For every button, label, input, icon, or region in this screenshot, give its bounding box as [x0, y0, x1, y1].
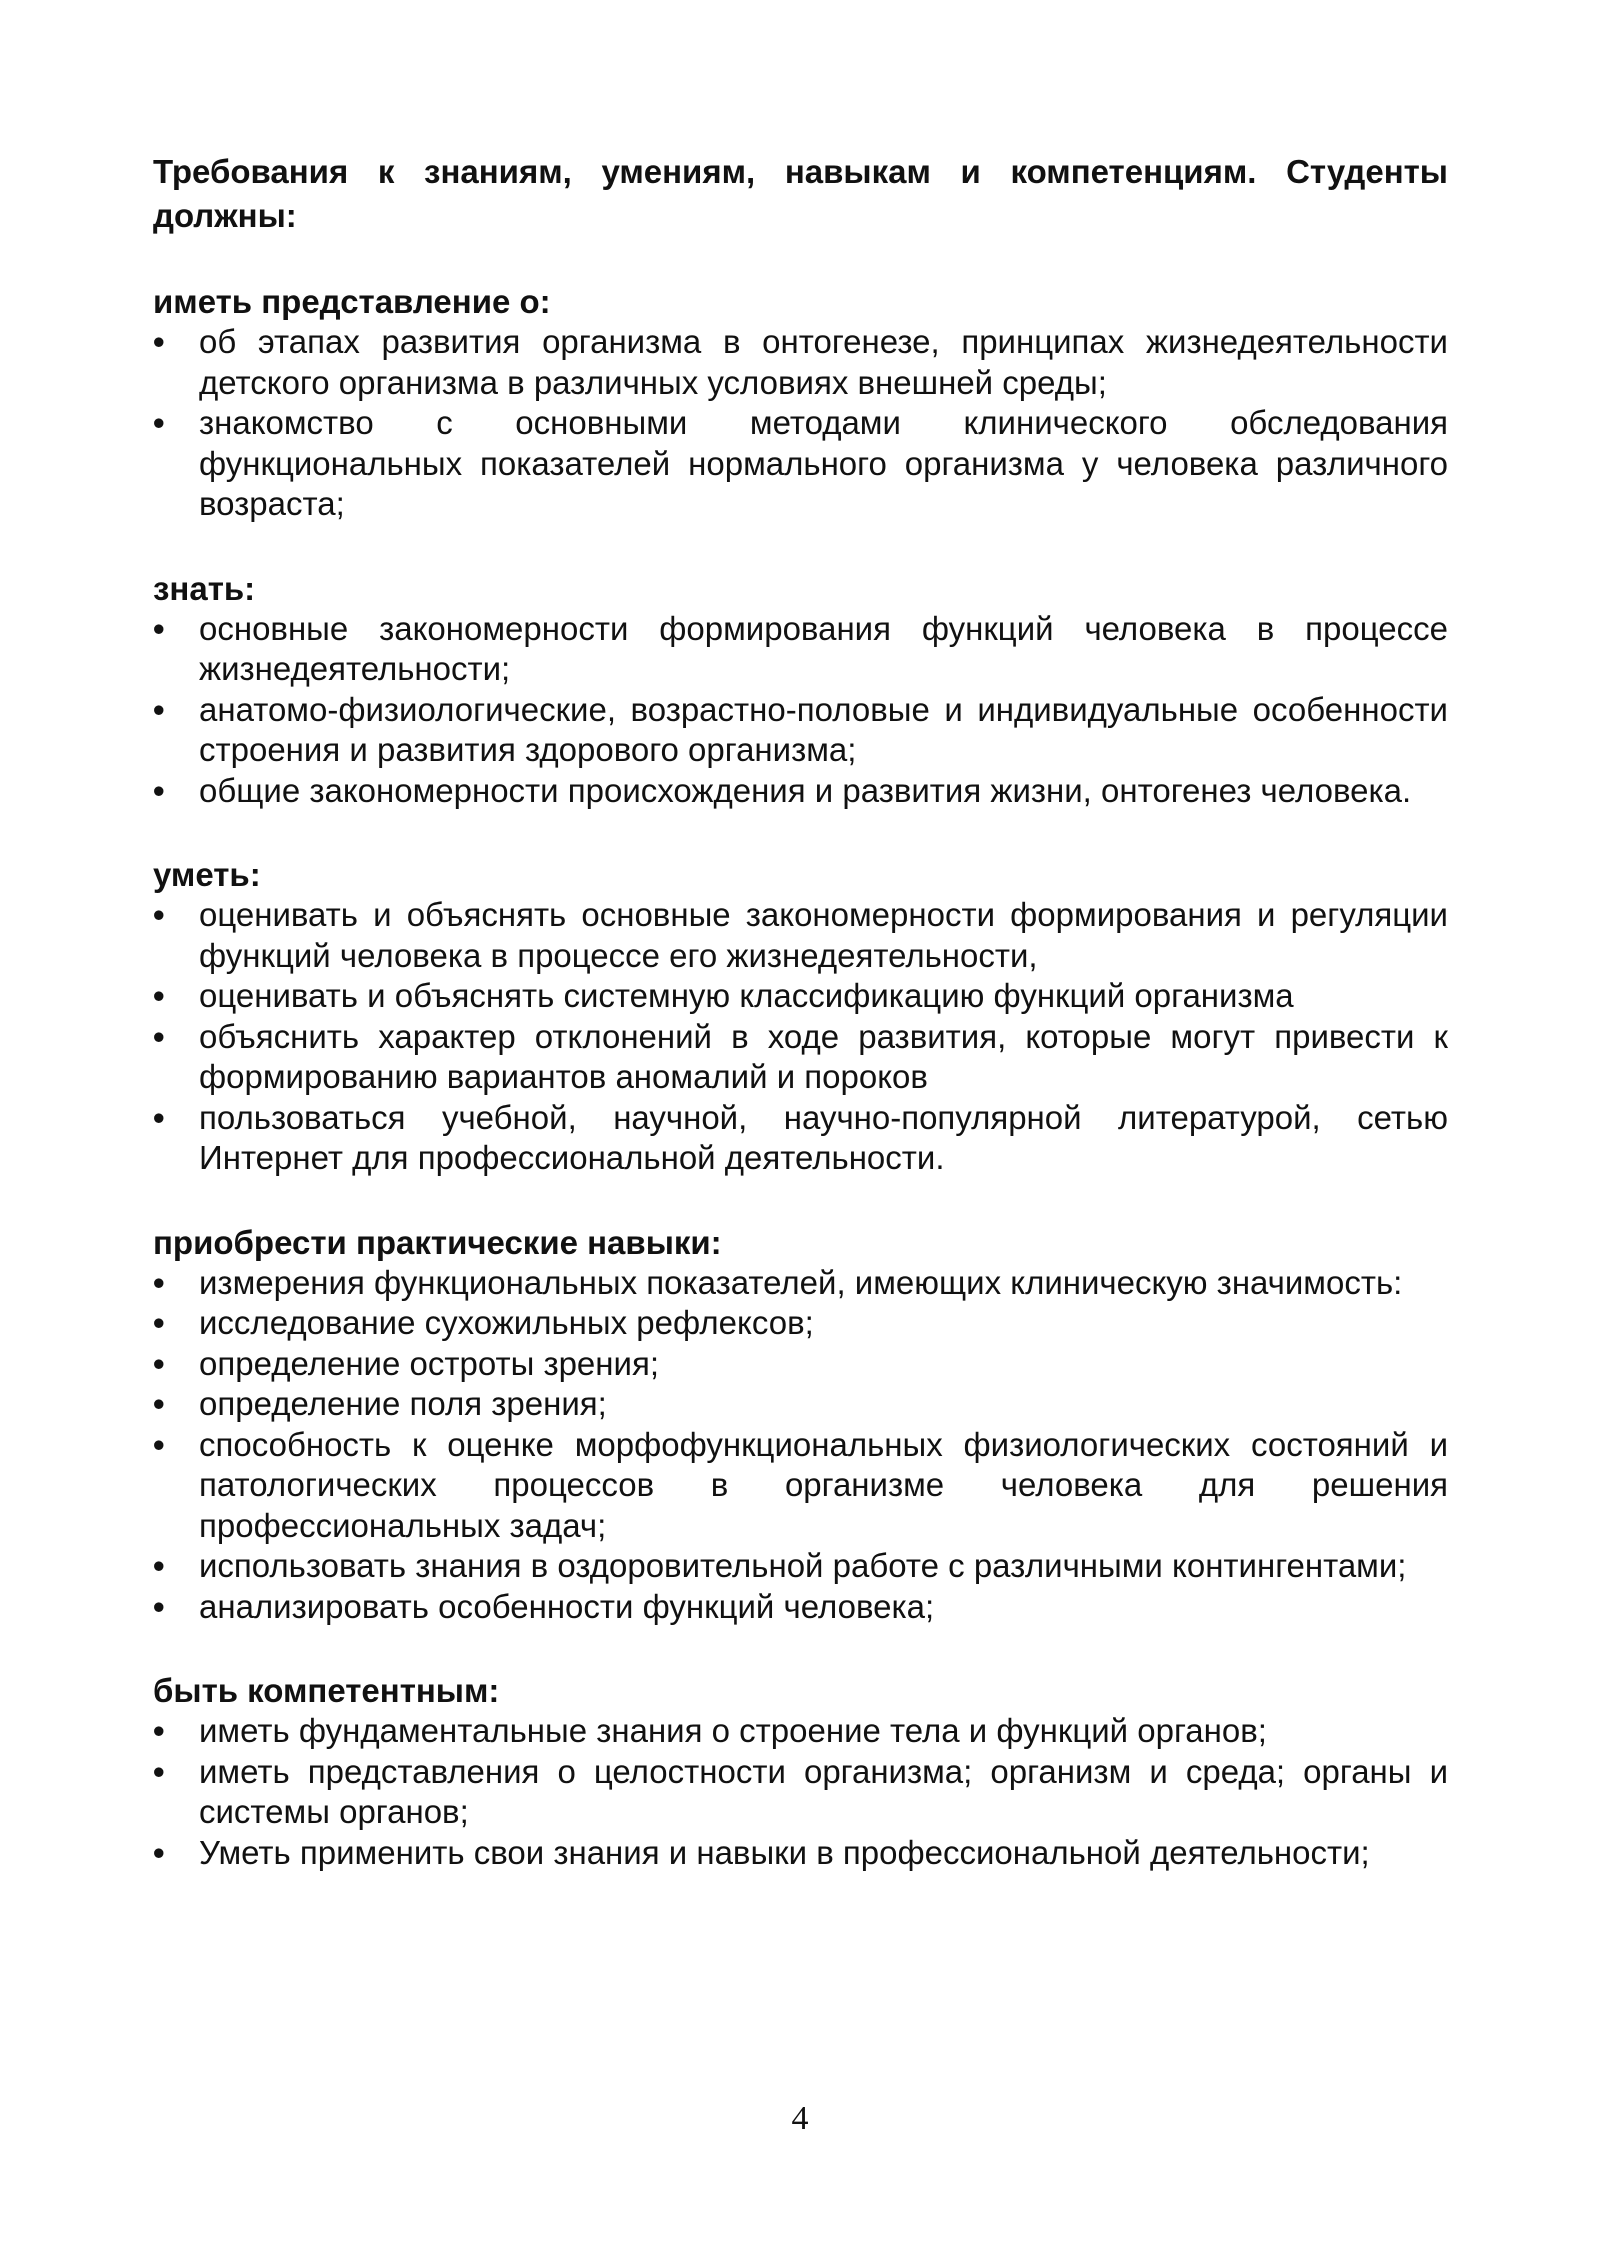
bullet-icon: • — [153, 977, 165, 1014]
bullet-icon: • — [153, 1752, 165, 1790]
bullet-icon: • — [153, 1263, 165, 1301]
list-item — [153, 1017, 1448, 1098]
bullet-icon: • — [153, 1344, 165, 1382]
list-item-text: использовать знания в оздоровительной работе с различными контингентами; — [199, 1547, 1407, 1584]
list-item-text: измерения функциональных показателей, имеющих клиническую значимость: — [199, 1263, 1403, 1301]
bullet-list — [153, 322, 1448, 525]
section-title: знать: — [153, 569, 256, 607]
list-item — [153, 1833, 1448, 1874]
bullet-list — [153, 1711, 1448, 1873]
list-item-text: исследование сухожильных рефлексов; — [199, 1304, 814, 1341]
section-competent — [153, 1671, 1448, 1873]
list-item — [153, 771, 1448, 812]
list-item — [153, 1752, 1448, 1833]
list-item — [153, 1098, 1448, 1179]
list-item-text: оценивать и объяснять основные закономерности формирования и регуляции функций человека в процессе его жизнедеятельности, — [199, 896, 1448, 974]
list-item-text: иметь фундаментальные знания о строение тела и функций органов; — [199, 1712, 1267, 1749]
bullet-icon: • — [153, 1017, 165, 1055]
list-item-text: объяснить характер отклонений в ходе развития, которые могут привести к формированию вариантов аномалий и пороков — [199, 1017, 1448, 1095]
section-represent — [153, 282, 1448, 525]
list-item — [153, 1344, 1448, 1385]
bullet-icon: • — [153, 1547, 165, 1584]
document-heading: Требования к знаниям, умениям, навыкам и компетенциям. Студенты должны: — [153, 153, 1448, 234]
bullet-icon: • — [153, 609, 165, 647]
bullet-icon: • — [153, 404, 165, 441]
section-title: уметь: — [153, 856, 261, 893]
bullet-list — [153, 609, 1448, 812]
list-item — [153, 895, 1448, 976]
section-know — [153, 569, 1448, 812]
bullet-icon: • — [153, 771, 165, 809]
list-item — [153, 690, 1448, 771]
list-item — [153, 1384, 1448, 1425]
section-be-able — [153, 855, 1448, 1179]
list-item — [153, 1711, 1448, 1752]
list-item-text: анатомо-физиологические, возрастно-половые и индивидуальные особенности строения и развития здорового организма; — [199, 690, 1448, 768]
section-title: иметь представление о: — [153, 283, 551, 320]
list-item — [153, 1546, 1448, 1587]
bullet-icon: • — [153, 690, 165, 728]
list-item — [153, 322, 1448, 403]
bullet-icon: • — [153, 1098, 165, 1136]
list-item — [153, 403, 1448, 525]
list-item-text: определение остроты зрения; — [199, 1344, 659, 1382]
page-number: 4 — [791, 2100, 809, 2137]
list-item — [153, 1263, 1448, 1304]
list-item-text: способность к оценке морфофункциональных физиологических состояний и патологических процессов в организме человека для решения профессиональных задач; — [199, 1425, 1448, 1544]
list-item-text: иметь представления о целостности организма; организм и среда; органы и системы органов; — [199, 1752, 1448, 1830]
bullet-list — [153, 895, 1448, 1179]
list-item-text: Уметь применить свои знания и навыки в профессиональной деятельности; — [199, 1833, 1370, 1871]
section-title: быть компетентным: — [153, 1672, 500, 1709]
list-item-text: оценивать и объяснять системную классификацию функций организма — [199, 977, 1294, 1014]
bullet-list — [153, 1263, 1448, 1628]
bullet-icon: • — [153, 1304, 165, 1341]
list-item — [153, 1303, 1448, 1344]
list-item — [153, 1587, 1448, 1628]
bullet-icon: • — [153, 323, 165, 360]
bullet-icon: • — [153, 1833, 165, 1871]
list-item — [153, 1425, 1448, 1547]
list-item-text: основные закономерности формирования функций человека в процессе жизнедеятельности; — [199, 609, 1448, 687]
bullet-icon: • — [153, 896, 165, 933]
section-title: приобрести практические навыки: — [153, 1223, 722, 1261]
bullet-icon: • — [153, 1385, 165, 1422]
list-item-text: общие закономерности происхождения и развития жизни, онтогенез человека. — [199, 771, 1412, 809]
list-item — [153, 609, 1448, 690]
list-item — [153, 976, 1448, 1017]
list-item-text: пользоваться учебной, научной, научно-популярной литературой, сетью Интернет для профессиональной деятельности. — [199, 1098, 1448, 1176]
list-item-text: определение поля зрения; — [199, 1385, 607, 1422]
bullet-icon: • — [153, 1425, 165, 1463]
list-item-text: анализировать особенности функций человека; — [199, 1587, 935, 1625]
bullet-icon: • — [153, 1712, 165, 1749]
document-body — [153, 150, 1448, 1873]
list-item-text: знакомство с основными методами клинического обследования функциональных показателей нормального организма у человека различного возраста; — [199, 404, 1448, 522]
list-item-text: об этапах развития организма в онтогенезе, принципах жизнедеятельности детского организма в различных условиях внешней среды; — [199, 323, 1448, 401]
section-practical-skills — [153, 1223, 1448, 1628]
bullet-icon: • — [153, 1587, 165, 1625]
